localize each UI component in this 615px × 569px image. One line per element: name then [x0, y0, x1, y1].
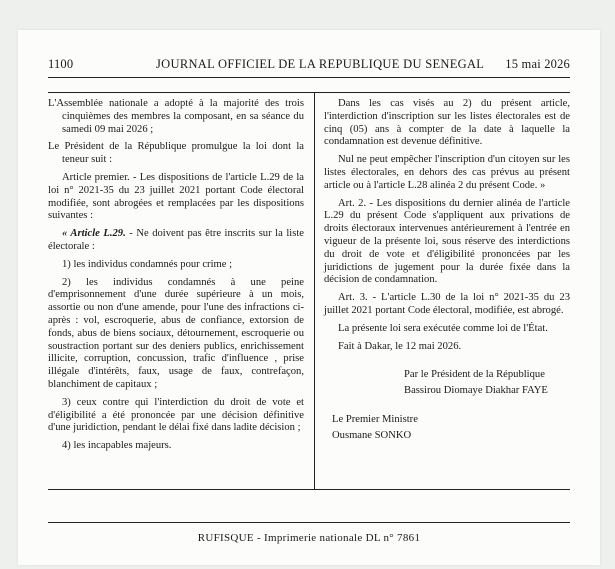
top-rule — [48, 92, 570, 93]
header-rule — [48, 77, 570, 78]
article-l29-intro — [48, 228, 304, 254]
bottom-rule — [48, 489, 570, 490]
footer-rule — [48, 522, 570, 523]
printer-footer: RUFISQUE - Imprimerie nationale DL n° 7861 — [197, 532, 421, 544]
list-item-3: 3) ceux contre qui l'interdiction du droit de vote et d'éligibilité a été prononcée par une décision définitive d'une juridiction, pendant le délai fixé dans ladite décision ; — [48, 396, 304, 434]
journal-page — [18, 30, 600, 565]
page-number: 1100 — [48, 57, 74, 71]
issue-date: 15 mai 2026 — [505, 57, 570, 71]
list-item-4: 4) les incapables majeurs. — [62, 440, 172, 452]
preamble-assembly: L'Assemblée nationale a adopté à la majorité des trois cinquièmes des membres la composant, en sa séance du samedi 09 mai 2026 ; — [48, 98, 304, 135]
signature-pm-title: Le Premier Ministre — [332, 413, 418, 425]
article-2: Art. 2. - Les dispositions du dernier alinéa de l'article L.29 du présent Code s'appliquent aux privations de droits électoraux intervenues antérieurement à l'entrée en vigueur de la présente loi, sous réserve des interdictions du droit de vote et d'éligibilité prononcées par les juridictions de jugement pour la durée fixée dans la décision de condamnation. — [324, 197, 570, 286]
article-premier: Article premier. - Les dispositions de l'article L.29 de la loi n° 2021-35 du 23 juillet 2021 portant Code électoral modifiée, sont abrogées et remplacées par les dispositions suivantes : — [48, 171, 304, 222]
journal-title: JOURNAL OFFICIEL DE LA REPUBLIQUE DU SENEGAL — [156, 57, 485, 71]
right-column — [324, 98, 570, 448]
list-item-2: 2) les individus condamnés à une peine d'emprisonnement d'une durée supérieure à un mois, assortie ou non d'une amende, pour l'une des infractions ci-après : vol, escroquerie, abus de confiance, extorsion de fonds, abus de biens sociaux, détournement, escroquerie ou soustraction portant sur des deniers publics, enrichissement illicite, corruption, concussion, trafic d'influence , prise illégale d'intérêts, faux, usage de faux, contrefaçon, blanchiment de capitaux ; — [48, 276, 304, 390]
signature-president-title: Par le Président de la République — [404, 369, 545, 381]
list-item-1: 1) les individus condamnés pour crime ; — [62, 258, 233, 270]
execution-clause: La présente loi sera exécutée comme loi de l'État. — [338, 322, 548, 334]
inscription-protection: Nul ne peut empêcher l'inscription d'un citoyen sur les listes électorales, en dehors des cas prévus au présent article ou à l'article L.28 alinéa 2 du présent Code. » — [324, 154, 570, 191]
article-l29-text: - Ne doivent pas être inscrits sur la liste électorale : — [48, 228, 304, 252]
preamble-promulgation: Le Président de la République promulgue la loi dont la teneur suit : — [48, 141, 304, 166]
left-column — [48, 98, 304, 458]
interdiction-duration: Dans les cas visés au 2) du présent article, l'interdiction d'inscription sur les listes électorales est de cinq (05) ans à compter de la date à laquelle la condamnation est devenue définitive. — [324, 98, 570, 148]
signature-pm-name: Ousmane SONKO — [332, 429, 412, 441]
column-divider — [314, 92, 315, 489]
done-at-dakar: Fait à Dakar, le 12 mai 2026. — [338, 340, 462, 352]
signature-president-name: Bassirou Diomaye Diakhar FAYE — [404, 385, 548, 397]
article-3: Art. 3. - L'article L.30 de la loi n° 2021-35 du 23 juillet 2021 portant Code électoral, modifiée, est abrogé. — [324, 292, 570, 316]
article-l29-label: « Article L.29. — [62, 228, 126, 240]
